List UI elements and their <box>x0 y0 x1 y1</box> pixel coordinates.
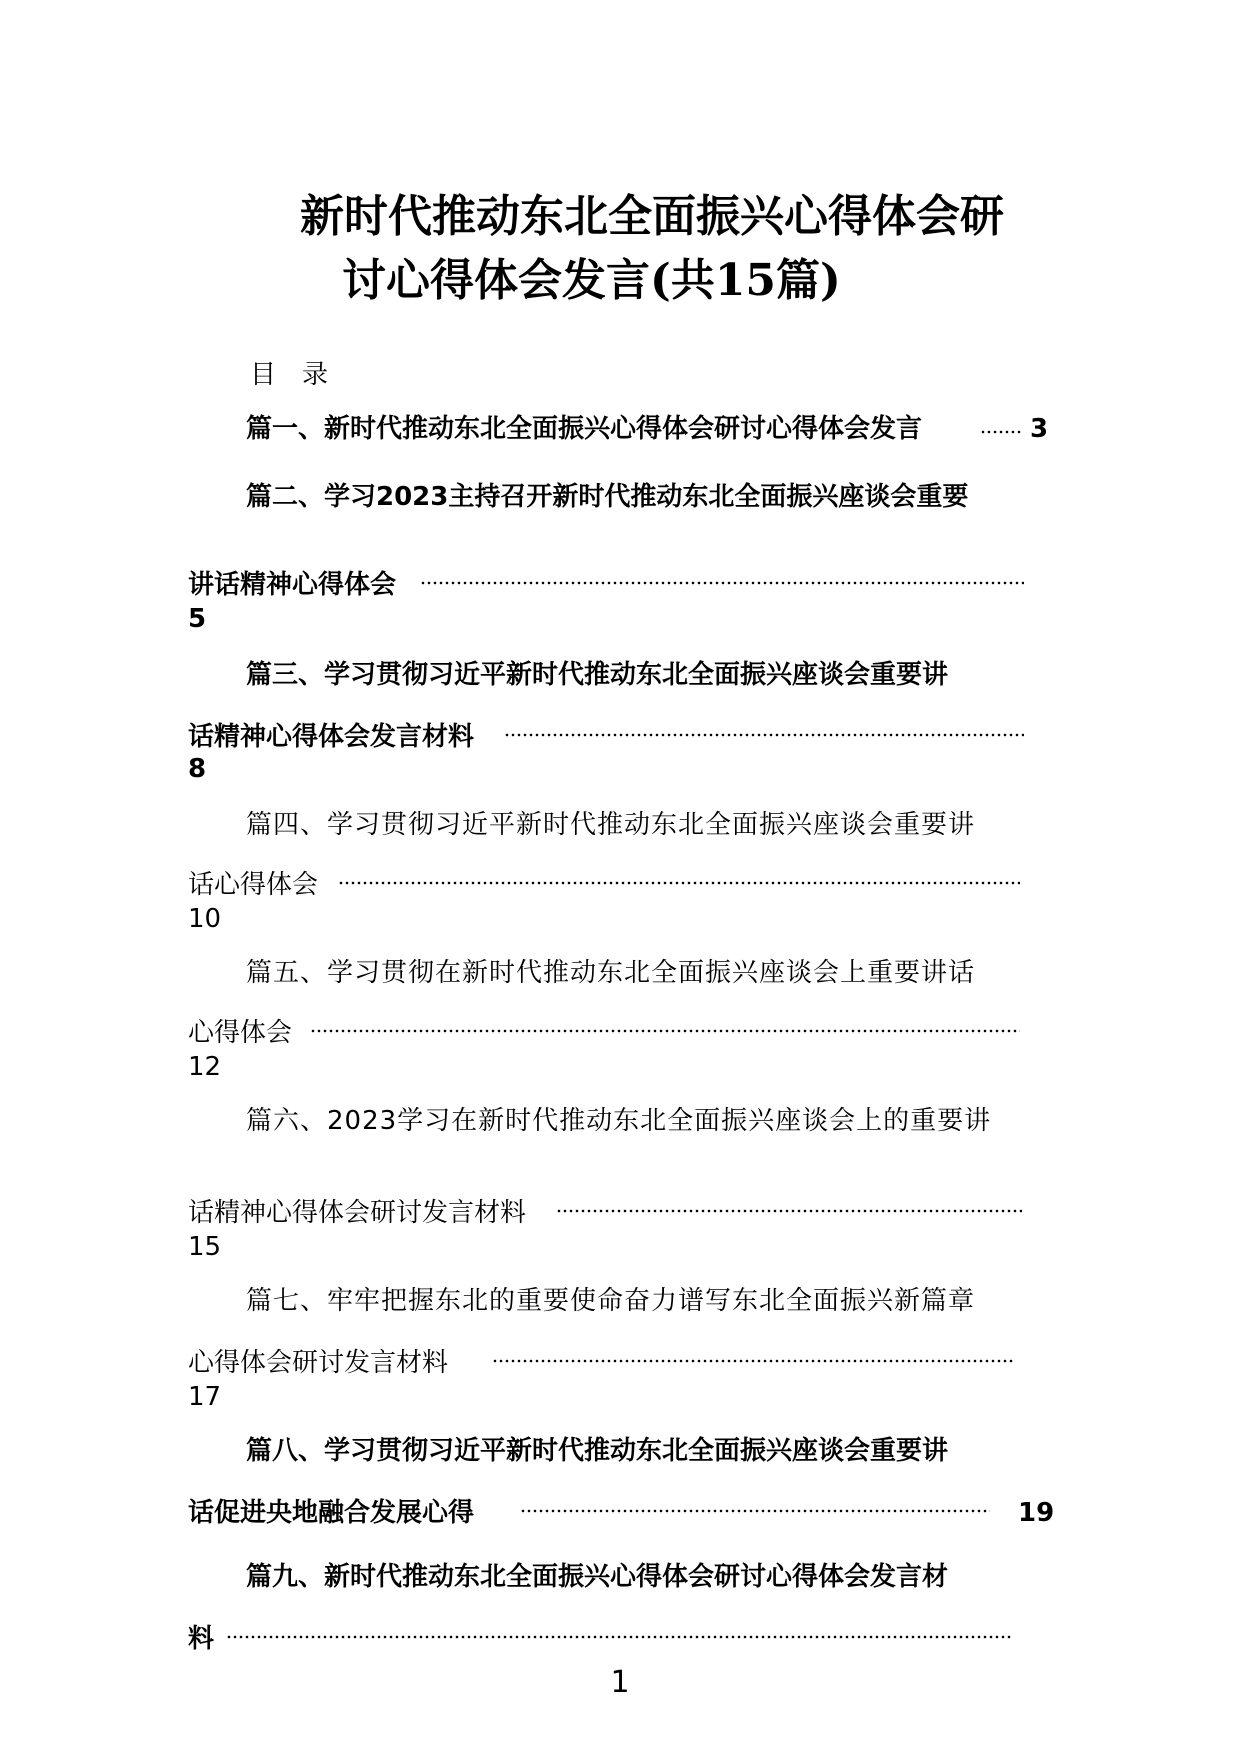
toc-entry-9-title-cont[interactable]: 料 <box>188 1624 215 1654</box>
document-title-line-2: 讨心得体会发言(共15篇) <box>342 255 841 306</box>
toc-entry-5-title[interactable]: 篇五、学习贯彻在新时代推动东北全面振兴座谈会上重要讲话 <box>246 958 976 988</box>
toc-entry-4-title[interactable]: 篇四、学习贯彻习近平新时代推动东北全面振兴座谈会重要讲 <box>246 810 976 840</box>
toc-entry-3-leader <box>504 732 1024 738</box>
toc-entry-8-title[interactable]: 篇八、学习贯彻习近平新时代推动东北全面振兴座谈会重要讲 <box>246 1436 949 1466</box>
toc-entry-8-title-cont[interactable]: 话促进央地融合发展心得 <box>188 1498 475 1528</box>
toc-entry-9-title[interactable]: 篇九、新时代推动东北全面振兴心得体会研讨心得体会发言材 <box>246 1562 949 1592</box>
toc-entry-6-title-cont[interactable]: 话精神心得体会研讨发言材料 <box>188 1198 527 1228</box>
toc-entry-6-page[interactable]: 15 <box>188 1232 222 1262</box>
toc-entry-6-title[interactable]: 篇六、2023学习在新时代推动东北全面振兴座谈会上的重要讲 <box>246 1106 992 1136</box>
page-number: 1 <box>610 1665 630 1700</box>
document-title <box>300 185 1060 313</box>
toc-entry-1-page[interactable]: 3 <box>1030 414 1049 444</box>
toc-entry-7-leader <box>492 1358 1014 1364</box>
toc-entry-8-page[interactable]: 19 <box>1018 1498 1055 1528</box>
toc-entry-7-title-cont[interactable]: 心得体会研讨发言材料 <box>188 1348 449 1378</box>
toc-heading: 目录 <box>250 360 355 390</box>
toc-entry-8-leader <box>520 1508 990 1514</box>
toc-entry-1-title[interactable]: 篇一、新时代推动东北全面振兴心得体会研讨心得体会发言 <box>246 414 923 444</box>
toc-entry-3-title-cont[interactable]: 话精神心得体会发言材料 <box>188 722 475 752</box>
toc-entry-5-page[interactable]: 12 <box>188 1052 222 1082</box>
toc-entry-7-title[interactable]: 篇七、牢牢把握东北的重要使命奋力谱写东北全面振兴新篇章 <box>246 1286 976 1316</box>
toc-entry-9-leader <box>226 1634 1012 1640</box>
toc-entry-4-title-cont[interactable]: 话心得体会 <box>188 870 319 900</box>
toc-entry-6-leader <box>556 1208 1022 1214</box>
toc-entry-5-leader <box>310 1028 1020 1034</box>
toc-entry-1-leader <box>980 429 1022 435</box>
toc-entry-4-leader <box>338 880 1020 886</box>
toc-entry-3-title[interactable]: 篇三、学习贯彻习近平新时代推动东北全面振兴座谈会重要讲 <box>246 660 949 690</box>
toc-entry-4-page[interactable]: 10 <box>188 904 222 934</box>
toc-entry-2-leader <box>420 580 1024 586</box>
toc-entry-5-title-cont[interactable]: 心得体会 <box>188 1018 293 1048</box>
document-title-line-1: 新时代推动东北全面振兴心得体会研 <box>300 191 1004 242</box>
toc-entry-3-page[interactable]: 8 <box>188 754 207 784</box>
toc-entry-2-title-cont[interactable]: 讲话精神心得体会 <box>188 570 397 600</box>
toc-entry-2-title[interactable]: 篇二、学习2023主持召开新时代推动东北全面振兴座谈会重要 <box>246 482 969 512</box>
toc-entry-2-page[interactable]: 5 <box>188 604 207 634</box>
toc-entry-7-page[interactable]: 17 <box>188 1382 222 1412</box>
